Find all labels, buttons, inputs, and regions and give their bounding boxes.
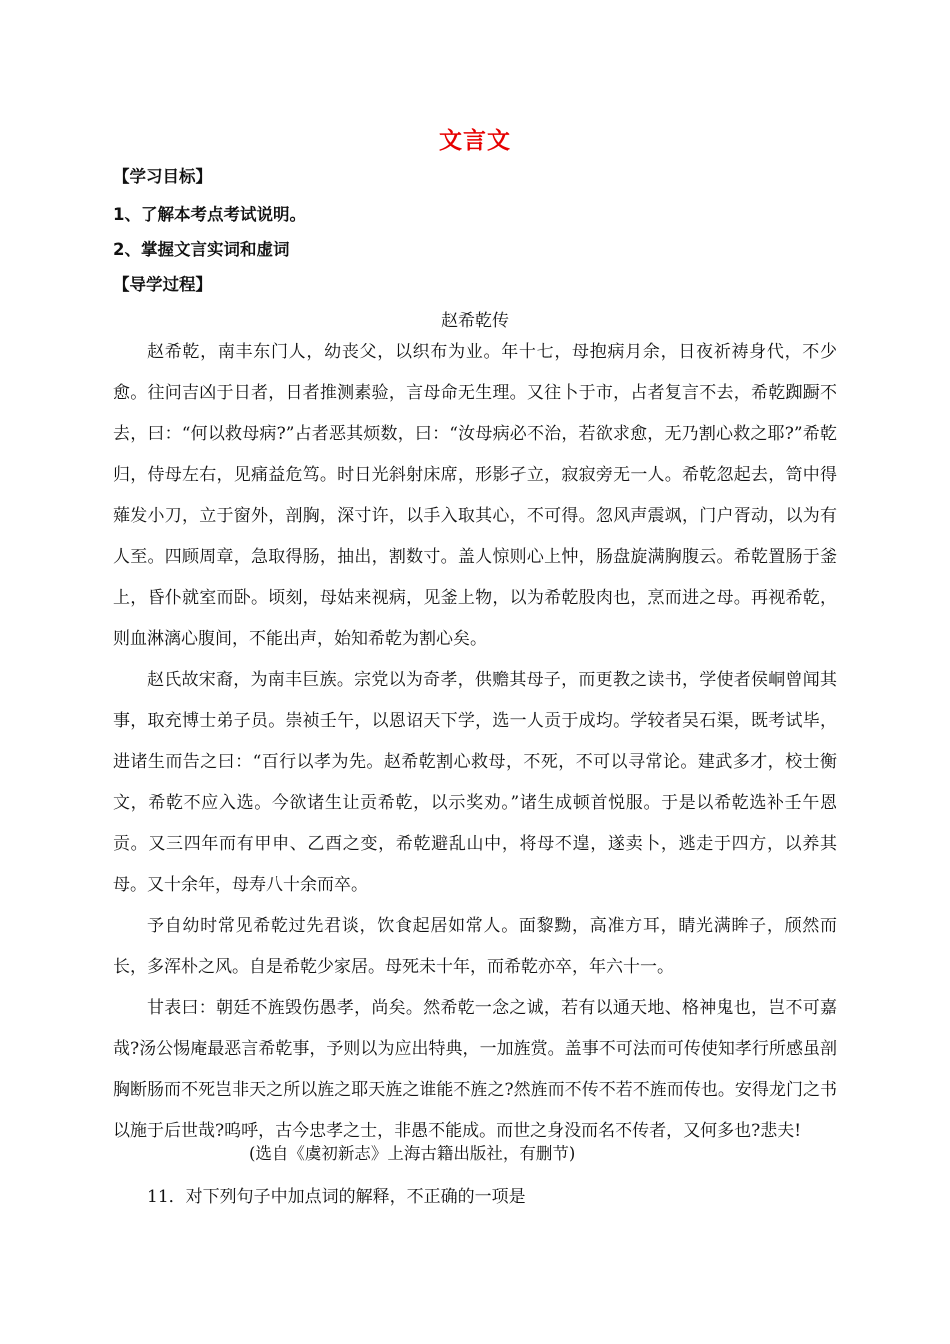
question-11: 11．对下列句子中加点词的解释，不正确的一项是 (147, 1187, 526, 1207)
goals-heading: 【学习目标】 (113, 167, 212, 186)
passage-paragraph-2: 赵氏故宋裔，为南丰巨族。宗党以为奇孝，供赡其母子，而更教之读书，学使者侯峒曾闻其事，取充博士弟子员。崇祯壬午，以恩诏天下学，选一人贡于成均。学较者吴石渠，既考试毕，进诸生而告之曰：“百行以孝为先。赵希乾割心救母，不死，不可以寻常论。建武多才，校士衡文，希乾不应入选。今欲诸生让贡希乾，以示奖劝。”诸生成顿首悦服。于是以希乾选补壬午恩贡。又三四年而有甲申、乙酉之变，希乾避乱山中，将母不遑，遂卖卜，逃走于四方，以养其母。又十余年，母寿八十余而卒。 (113, 670, 837, 895)
process-heading: 【导学过程】 (113, 275, 212, 294)
page-title: 文言文 (439, 128, 511, 154)
goal-item-1: 1、了解本考点考试说明。 (113, 205, 306, 224)
passage-paragraph-3: 予自幼时常见希乾过先君谈，饮食起居如常人。面黎黝，高准方耳，睛光满眸子，颀然而长，多浑朴之风。自是希乾少家居。母死未十年，而希乾亦卒，年六十一。 (113, 916, 837, 977)
passage-paragraph-1: 赵希乾，南丰东门人，幼丧父，以织布为业。年十七，母抱病月余，日夜祈祷身代，不少愈。往问吉凶于日者，日者推测素验，言母命无生理。又往卜于市，占者复言不去，希乾踟蹰不去，曰：“何以救母病?”占者恶其烦数，曰：“汝母病必不治，若欲求愈，无乃割心救之耶?”希乾归，侍母左右，见痛益危笃。时日光斜射床席，形影孑立，寂寂旁无一人。希乾忽起去，笥中得薙发小刀，立于窗外，剖胸，深寸许，以手入取其心，不可得。忽风声震飒，门户胥动，以为有人至。四顾周章，急取得肠，抽出，割数寸。盖人惊则心上忡，肠盘旋满胸腹云。希乾置肠于釜上，昏仆就室而卧。顷刻，母姑来视病，见釜上物，以为希乾股肉也，烹而进之母。再视希乾，则血淋漓心腹间，不能出声，始知希乾为割心矣。 (113, 342, 837, 649)
passage-title: 赵希乾传 (441, 311, 509, 331)
goal-item-2: 2、掌握文言实词和虚词 (113, 240, 290, 259)
source-note: (选自《虞初新志》上海古籍出版社，有删节) (249, 1144, 576, 1163)
passage-paragraph-4: 甘表曰：朝廷不旌毁伤愚孝，尚矣。然希乾一念之诚，若有以通天地、格神鬼也，岂不可嘉哉?汤公惕庵最恶言希乾事，予则以为应出特典，一加旌赏。盖事不可法而可传使知孝行所感虽剖胸断肠而不死岂非天之所以旌之耶天旌之谁能不旌之?然旌而不传不若不旌而传也。安得龙门之书以施于后世哉?呜呼，古今忠孝之士，非愚不能成。而世之身没而名不传者，又何多也?悲夫! (113, 998, 837, 1141)
